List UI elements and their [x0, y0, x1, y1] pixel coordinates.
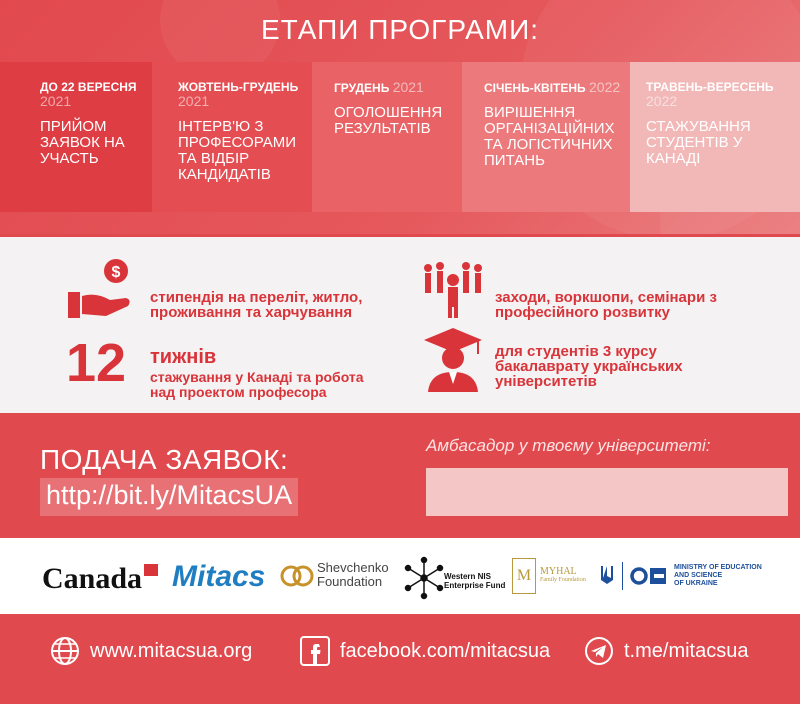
trident-icon	[600, 564, 614, 586]
stipend-text: стипендія на переліт, житло, проживання та харчування	[150, 289, 363, 321]
footer	[0, 614, 800, 704]
partner-logos	[0, 538, 800, 614]
stage-date: ГРУДЕНЬ 2021	[334, 79, 424, 95]
shevchenko-text: Shevchenko Foundation	[317, 560, 389, 589]
stage-description: ВИРІШЕННЯ ОРГАНІЗАЦІЙНИХ ТА ЛОГІСТИЧНИХ ПИТАНЬ	[484, 104, 615, 169]
ambassador-field[interactable]	[426, 468, 788, 516]
stage-date: СІЧЕНЬ-КВІТЕНЬ 2022	[484, 79, 621, 95]
stage-description: СТАЖУВАННЯ СТУДЕНТІВ У КАНАДІ	[646, 118, 751, 167]
telegram-icon	[584, 636, 614, 666]
events-text: заходи, воркшопи, семінари з професійного розвитку	[495, 289, 717, 321]
apply-title: ПОДАЧА ЗАЯВОК:	[40, 444, 289, 475]
stage-description: ІНТЕРВ'Ю З ПРОФЕСОРАМИ ТА ВІДБІР КАНДИДАТІВ	[178, 118, 296, 183]
divider	[622, 562, 623, 590]
maple-flag-icon	[144, 564, 158, 576]
stages-row	[0, 62, 800, 212]
globe-icon	[50, 636, 80, 666]
svg-text:$: $	[111, 264, 121, 281]
stages-section	[0, 0, 800, 234]
myhal-logo-icon: M	[512, 558, 536, 594]
page-title: ЕТАПИ ПРОГРАМИ:	[260, 14, 540, 45]
weeks-number: 12	[66, 333, 127, 393]
myhal-text: MYHAL Family Foundation	[540, 566, 586, 583]
crowd-icon	[420, 258, 486, 318]
ambassador-label: Амбасадор у твоєму університеті:	[426, 436, 711, 455]
canada-logo: Canada	[42, 562, 158, 596]
stage-description: ОГОЛОШЕННЯ РЕЗУЛЬТАТІВ	[334, 104, 443, 137]
stage-date: ЖОВТЕНЬ-ГРУДЕНЬ 2021	[178, 80, 299, 109]
telegram-link[interactable]	[584, 636, 748, 666]
facebook-link[interactable]	[300, 636, 550, 666]
shevchenko-logo-icon	[280, 560, 314, 592]
weeks-word: тижнів	[150, 346, 217, 368]
moe-logo-icon	[630, 566, 668, 586]
mitacs-logo: Mitacs	[172, 560, 266, 593]
facebook-icon	[300, 636, 330, 666]
stage-1	[0, 62, 152, 212]
graduate-icon	[422, 326, 484, 392]
wnisef-text: Western NIS Enterprise Fund	[444, 572, 506, 590]
website-link[interactable]	[50, 636, 252, 666]
stage-date: ДО 22 ВЕРЕСНЯ 2021	[40, 80, 137, 109]
stage-date: ТРАВЕНЬ-ВЕРЕСЕНЬ 2022	[646, 80, 774, 109]
website-text: www.mitacsua.org	[90, 639, 253, 662]
telegram-text: t.me/mitacsua	[624, 639, 749, 662]
students-text: для студентів 3 курсу бакалаврату українських університетів	[495, 343, 683, 390]
facebook-text: facebook.com/mitacsua	[340, 639, 551, 662]
stage-5	[630, 62, 800, 212]
stage-4	[462, 62, 630, 212]
stage-description: ПРИЙОМ ЗАЯВОК НА УЧАСТЬ	[40, 118, 125, 167]
stage-2	[152, 62, 312, 212]
apply-link[interactable]: http://bit.ly/MitacsUA	[40, 478, 298, 516]
weeks-description: стажування у Канаді та робота над проектом професора	[150, 369, 364, 400]
moe-text: MINISTRY OF EDUCATION AND SCIENCE OF UKRAINE	[674, 564, 762, 587]
wnisef-logo-icon	[402, 556, 446, 600]
stage-3	[312, 62, 462, 212]
money-hand-icon	[66, 256, 136, 326]
